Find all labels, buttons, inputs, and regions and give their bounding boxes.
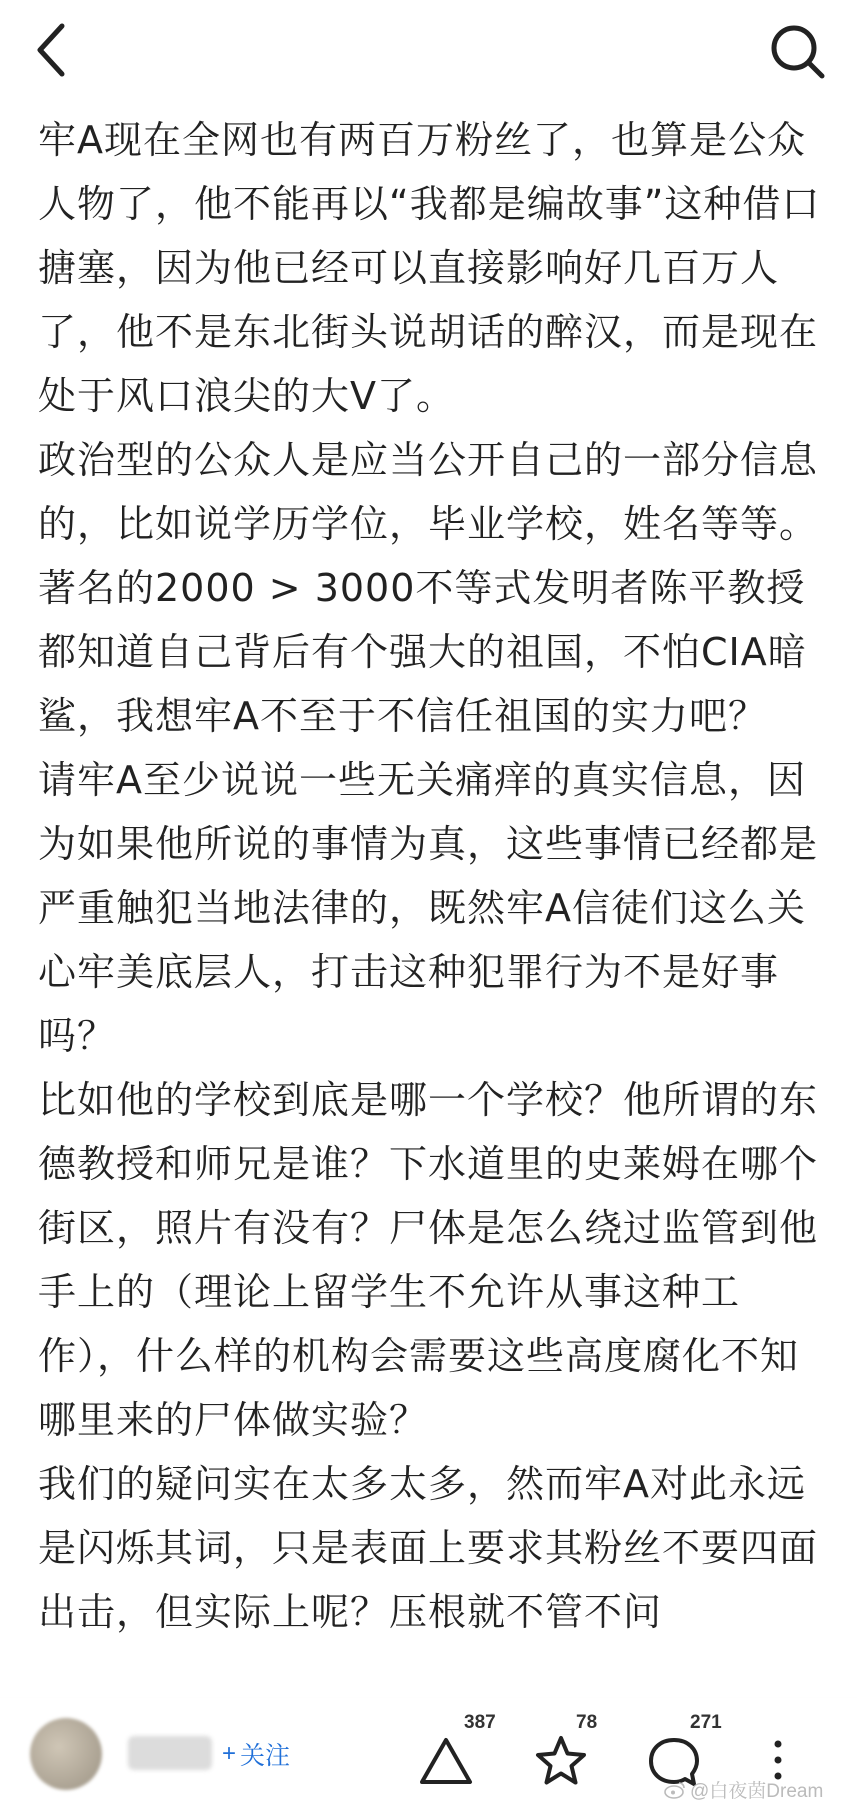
article-paragraph-1: 牢A现在全网也有两百万粉丝了，也算是公众人物了，他不能再以“我都是编故事”这种借口搪塞，因为他已经可以直接影响好几百万人了，他不是东北街头说胡话的醉汉，而是现在处于风口浪尖的大V了。 (38, 118, 821, 418)
watermark-text: @白夜茵Dream (690, 1781, 824, 1802)
star-icon (534, 1734, 588, 1788)
like-button[interactable] (418, 1712, 508, 1802)
author-name-blurred[interactable] (128, 1736, 212, 1770)
watermark (664, 1776, 823, 1803)
article-paragraph-2: 政治型的公众人是应当公开自己的一部分信息的，比如说学历学位，毕业学校，姓名等等。著名的2000 > 3000不等式发明者陈平教授都知道自己背后有个强大的祖国，不怕CIA暗鲨，我想牢A不至于不信任祖国的实力吧？ (38, 438, 819, 738)
article-paragraph-4: 比如他的学校到底是哪一个学校？他所谓的东德教授和师兄是谁？下水道里的史莱姆在哪个街区，照片有没有？尸体是怎么绕过监管到他手上的（理论上留学生不允许从事这种工作），什么样的机构会需要这些高度腐化不知哪里来的尸体做实验？ (38, 1078, 819, 1442)
article-paragraph-3: 请牢A至少说说一些无关痛痒的真实信息，因为如果他所说的事情为真，这些事情已经都是严重触犯当地法律的，既然牢A信徒们这么关心牢美底层人，打击这种犯罪行为不是好事吗？ (38, 758, 819, 1058)
chevron-left-icon (30, 18, 78, 82)
back-button[interactable] (30, 18, 78, 82)
bottom-action-bar (0, 1697, 857, 1814)
search-icon (764, 18, 828, 82)
author-avatar[interactable] (30, 1718, 102, 1790)
favorite-count: 78 (576, 1712, 598, 1733)
search-button[interactable] (764, 18, 828, 82)
comment-count: 271 (690, 1712, 722, 1733)
like-count: 387 (464, 1712, 496, 1733)
article-paragraph-5: 我们的疑问实在太多太多，然而牢A对此永远是闪烁其词，只是表面上要求其粉丝不要四面出击，但实际上呢？压根就不管不问 (38, 1462, 819, 1634)
triangle-like-icon (418, 1734, 474, 1790)
weibo-logo-icon (664, 1781, 686, 1799)
top-bar (0, 0, 857, 100)
favorite-button[interactable] (534, 1712, 614, 1802)
follow-label: 关注 (240, 1742, 291, 1770)
plus-icon: + (222, 1740, 237, 1767)
article-body (38, 108, 828, 1698)
follow-button[interactable] (222, 1730, 290, 1778)
